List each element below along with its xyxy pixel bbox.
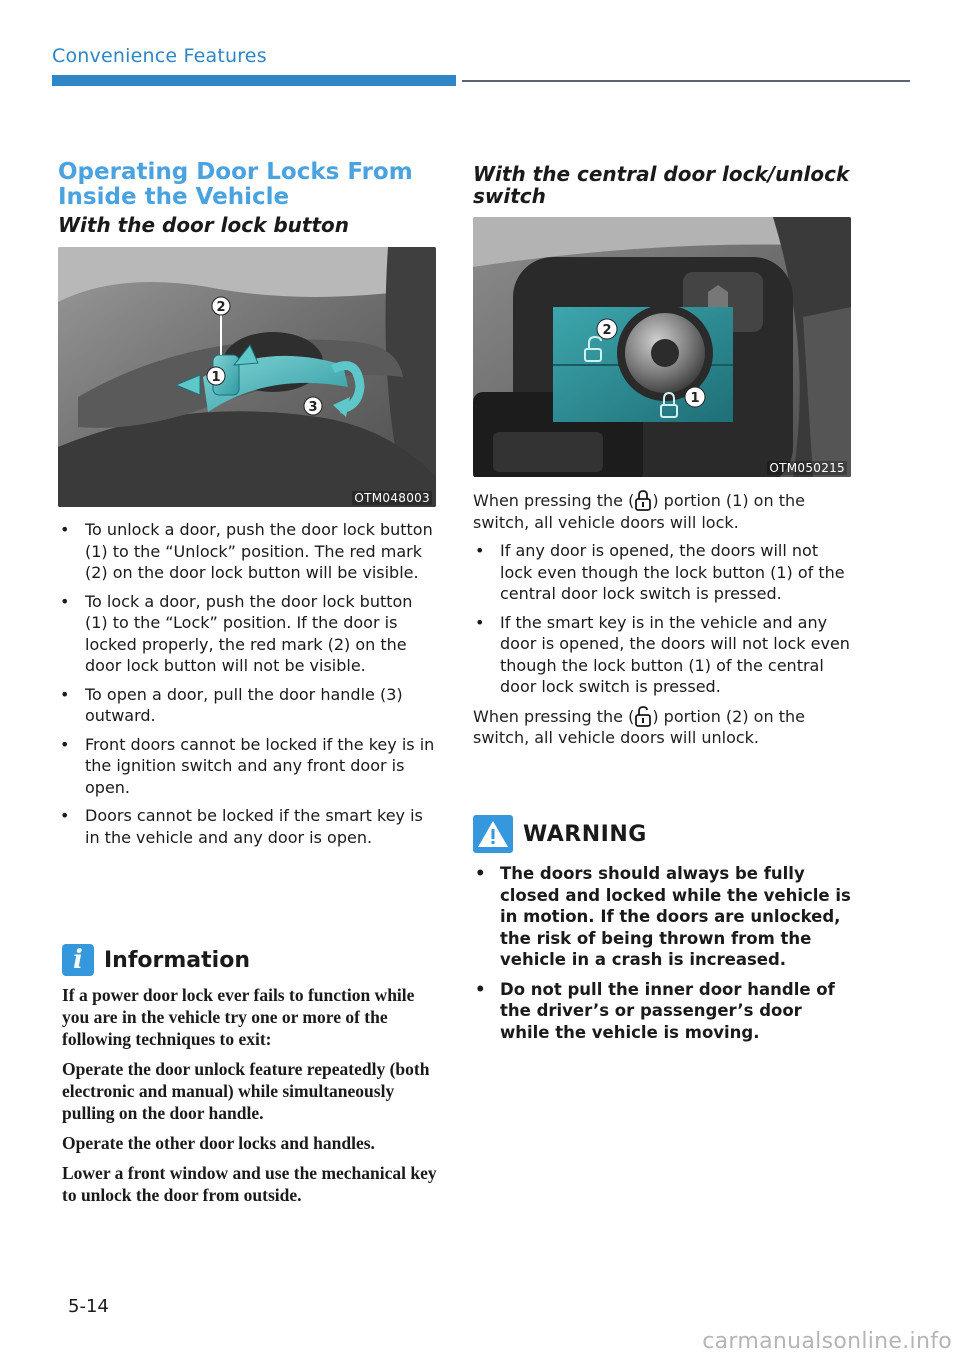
page-number: 5-14 xyxy=(68,1296,109,1317)
information-label: Information xyxy=(104,947,250,973)
right-subtitle: With the central door lock/unlock switch xyxy=(473,162,850,208)
info-icon: i xyxy=(62,944,94,976)
list-item: • If the smart key is in the vehicle and any door is opened, the doors will not lock even though the lock button (1) of the central door lock switch is pressed. xyxy=(473,612,853,698)
warning-label: WARNING xyxy=(523,821,647,847)
left-bullet-list xyxy=(58,519,438,848)
door-lock-button-photo xyxy=(58,247,436,507)
list-item: • If any door is opened, the doors will not lock even though the lock button (1) of the central door lock switch is pressed. xyxy=(473,540,853,605)
figure-code: OTM050215 xyxy=(769,461,845,475)
central-lock-switch-illustration xyxy=(473,217,851,477)
unlock-icon xyxy=(634,705,652,727)
warning-box xyxy=(473,815,853,1051)
list-item: • Do not pull the inner door handle of the driver’s or passenger’s door while the vehicle is moving. xyxy=(473,979,853,1044)
information-paragraph: Operate the door unlock feature repeatedly (both electronic and manual) while simultaneously pulling on the door handle. xyxy=(62,1059,430,1123)
warning-header xyxy=(473,815,853,853)
left-bullet-list-wrap xyxy=(58,519,438,855)
information-paragraph: Operate the other door locks and handles. xyxy=(62,1133,375,1153)
svg-text:2: 2 xyxy=(602,323,612,338)
list-item: • To unlock a door, push the door lock button (1) to the “Unlock” position. The red mark (2) on the door lock button will be visible. xyxy=(58,519,438,584)
right-body xyxy=(473,489,853,749)
lock-paragraph: When pressing the ( ) portion (1) on the switch, all vehicle doors will lock. xyxy=(473,491,805,532)
svg-text:3: 3 xyxy=(308,400,318,415)
list-item: • Doors cannot be locked if the smart key is in the vehicle and any door is open. xyxy=(58,805,438,848)
left-subtitle: With the door lock button xyxy=(58,213,349,237)
central-lock-switch-photo xyxy=(473,217,851,477)
lock-icon xyxy=(634,489,652,511)
svg-text:1: 1 xyxy=(690,391,700,406)
door-lock-button-illustration xyxy=(58,247,436,507)
header-accent-bar xyxy=(52,75,456,86)
information-header xyxy=(62,944,438,976)
running-header: Convenience Features xyxy=(52,45,267,67)
list-item: • The doors should always be fully closed and locked while the vehicle is in motion. If the doors are unlocked, the risk of being thrown from the vehicle in a crash is increased. xyxy=(473,863,853,971)
list-item: • To lock a door, push the door lock button (1) to the “Lock” position. If the door is locked properly, the red mark (2) on the door lock button will not be visible. xyxy=(58,591,438,677)
section-title: Operating Door Locks From Inside the Vehicle xyxy=(58,159,413,210)
right-bullet-list xyxy=(473,540,853,698)
information-paragraph: If a power door lock ever fails to function while you are in the vehicle try one or more of the following techniques to exit: xyxy=(62,985,415,1049)
information-body xyxy=(62,984,438,1206)
header-rule xyxy=(462,80,910,82)
list-item: • Front doors cannot be locked if the key is in the ignition switch and any front door is open. xyxy=(58,734,438,799)
figure-code: OTM048003 xyxy=(354,491,430,505)
warning-icon xyxy=(473,815,513,853)
warning-list xyxy=(473,863,853,1043)
information-paragraph: Lower a front window and use the mechanical key to unlock the door from outside. xyxy=(62,1163,437,1205)
svg-text:2: 2 xyxy=(216,300,226,315)
list-item: • To open a door, pull the door handle (3) outward. xyxy=(58,684,438,727)
watermark: carmanualsonline.info xyxy=(702,1329,952,1354)
svg-text:1: 1 xyxy=(211,370,221,385)
unlock-paragraph: When pressing the ( ) portion (2) on the switch, all vehicle doors will unlock. xyxy=(473,706,805,747)
information-box xyxy=(62,944,438,1214)
